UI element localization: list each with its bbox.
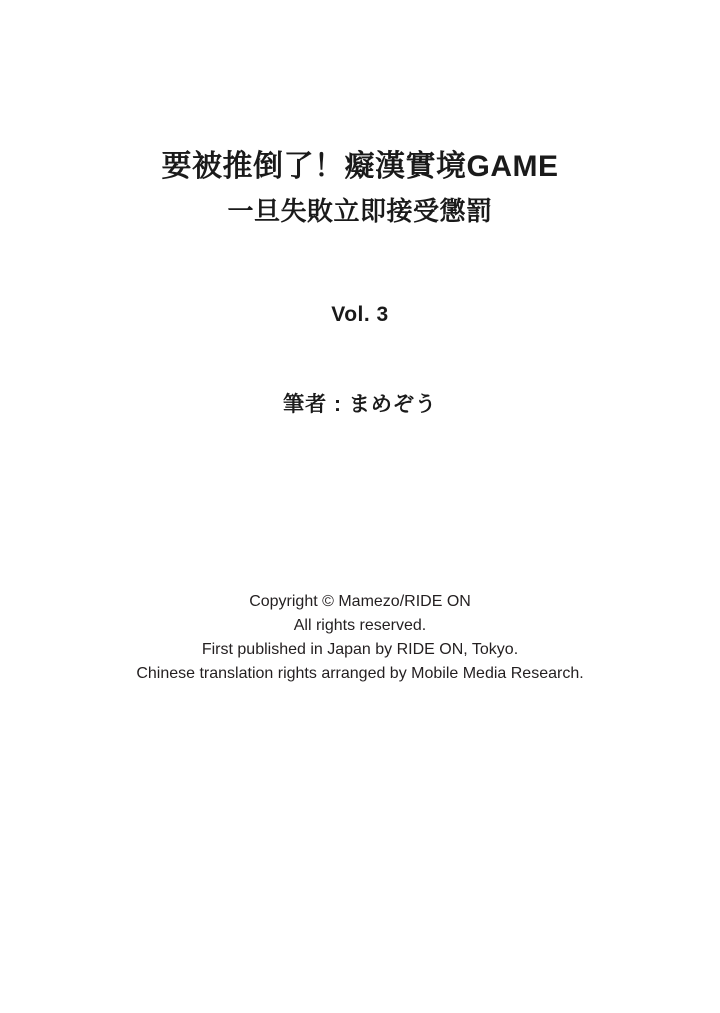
title-block: [0, 148, 720, 229]
page-title-primary: 要被推倒了！癡漢實境GAME: [161, 150, 559, 183]
copyright-block: [0, 590, 720, 686]
author-label: 筆者 : まめぞう: [283, 393, 437, 416]
copyright-line-rights: All rights reserved.: [293, 617, 427, 634]
copyright-line-owner: Copyright © Mamezo/RIDE ON: [249, 593, 471, 610]
page-title-secondary: 一旦失敗立即接受懲罰: [227, 196, 493, 227]
copyright-line-translation: Chinese translation rights arranged by Mobile Media Research.: [136, 665, 584, 682]
copyright-line-publisher: First published in Japan by RIDE ON, Tokyo.: [201, 641, 519, 658]
volume-label: Vol. 3: [331, 303, 389, 326]
